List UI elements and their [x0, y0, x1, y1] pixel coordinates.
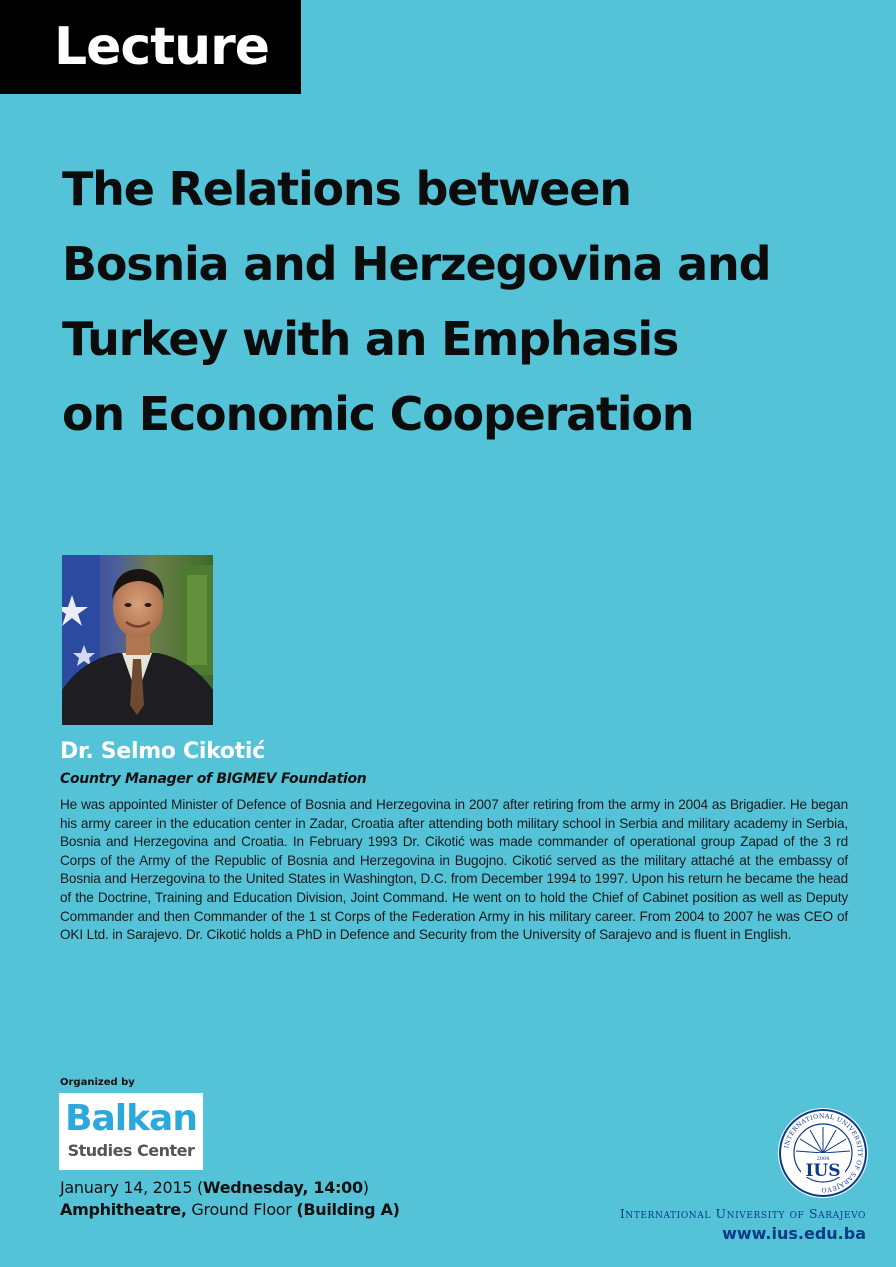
speaker-role: Country Manager of BIGMEV Foundation: [60, 771, 367, 787]
date-text: January 14, 2015 (: [60, 1178, 203, 1197]
title-line: on Economic Cooperation: [62, 387, 694, 441]
date-close: ): [362, 1178, 369, 1197]
event-date: [60, 1178, 369, 1197]
title-line: Bosnia and Herzegovina and: [62, 237, 771, 291]
logo-line-2: Studies Center: [67, 1141, 195, 1160]
logo-line-1: Balkan: [65, 1098, 197, 1139]
speaker-bio: He was appointed Minister of Defence of Bosnia and Herzegovina in 2007 after retiring from the army in 2004 as Brigadier. He began his army career in the education center in Zadar, Croatia after attending both military school in Serbia and military academy in Serbia, Bosnia and Herzegovina and Croatia. In February 1993 Dr. Cikotić was made commander of operational group Zapad of the 3 rd Corps of the Army of the Republic of Bosnia and Herzegovina in Bugojno. Cikotić served as the military attaché at the embassy of Bosnia and Herzegovina to the United States in Washington, D.C. from December 1994 to 1997. Upon his return he became the head of the Doctrine, Training and Education Division, Joint Command. He went on to hold the Chief of Cabinet position as well as Deputy Commander and then Commander of the 1 st Corps of the Federation Army in his military career. From 2004 to 2007 he was CEO of OKI Ltd. in Sarajevo. Dr. Cikotić holds a PhD in Defence and Security from the University of Sarajevo and is fluent in English.: [60, 797, 848, 943]
organized-by-label: Organized by: [60, 1077, 135, 1088]
speaker-name: Dr. Selmo Cikotić: [60, 739, 265, 764]
lecture-title: [62, 152, 882, 452]
seal-ring-text: INTERNATIONAL UNIVERSITY OF SARAJEVO: [783, 1112, 864, 1194]
venue-floor: Ground Floor: [186, 1200, 297, 1219]
seal-abbreviation: IUS: [805, 1161, 841, 1181]
title-line: The Relations between: [62, 162, 631, 216]
ius-seal-logo: [777, 1107, 869, 1199]
day-time: Wednesday, 14:00: [202, 1178, 363, 1197]
ius-seal-icon: [777, 1107, 869, 1199]
university-name: International University of Sarajevo: [619, 1206, 866, 1221]
university-url[interactable]: www.ius.edu.ba: [722, 1224, 866, 1243]
speaker-portrait-image: [62, 555, 213, 725]
venue-hall: Amphitheatre,: [60, 1200, 187, 1219]
event-venue: [60, 1200, 400, 1219]
title-line: Turkey with an Emphasis: [62, 312, 679, 366]
venue-building: (Building A): [296, 1200, 400, 1219]
seal-year: 2004: [816, 1156, 830, 1162]
balkan-studies-center-logo: [59, 1093, 203, 1170]
event-type-tag: Lecture: [0, 0, 301, 94]
speaker-photo: [62, 555, 213, 725]
